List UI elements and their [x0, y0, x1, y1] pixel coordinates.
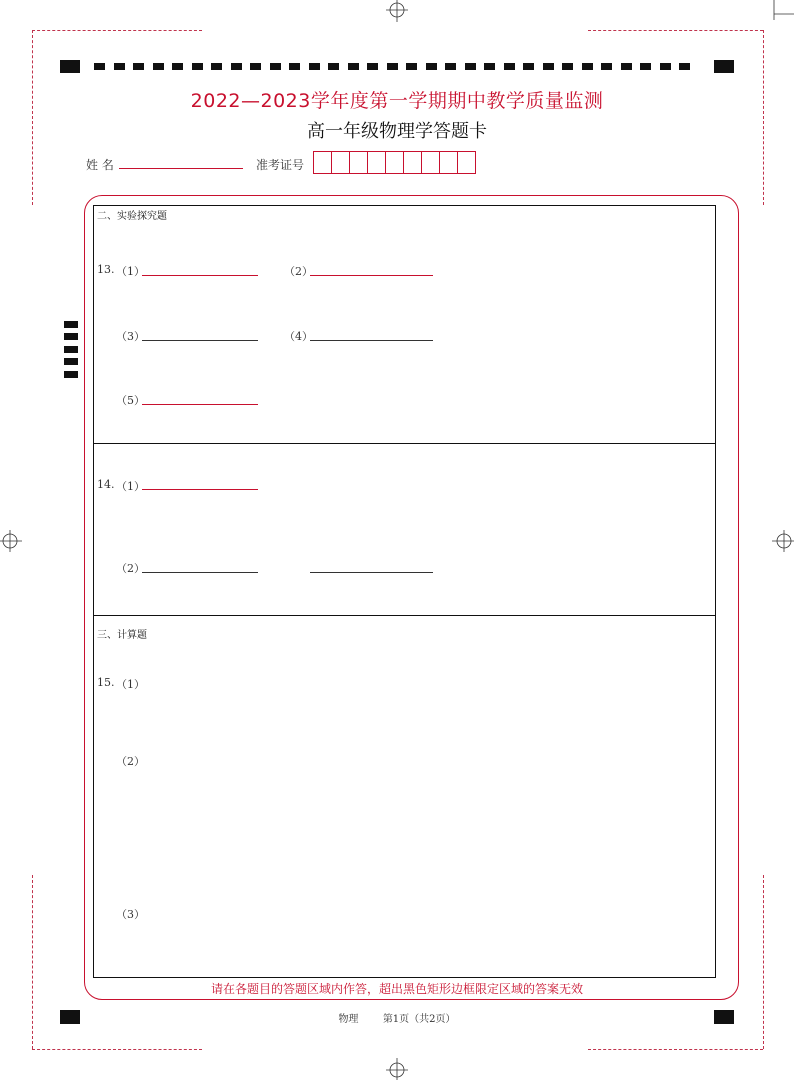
q13-part-3-label: （3）	[116, 330, 145, 343]
timing-mark	[367, 63, 378, 70]
exam-id-cell[interactable]	[421, 151, 440, 174]
timing-mark	[523, 63, 534, 70]
exam-id-cell[interactable]	[457, 151, 476, 174]
q14-part-2-answer-line-a[interactable]	[142, 572, 258, 573]
timing-mark	[250, 63, 261, 70]
q13-part-2-answer-line[interactable]	[310, 275, 433, 276]
divider-q13-q14	[93, 443, 716, 444]
exam-id-cell[interactable]	[313, 151, 332, 174]
timing-mark	[484, 63, 495, 70]
registration-mark-left	[0, 528, 22, 554]
q13-part-4-answer-line[interactable]	[310, 340, 433, 341]
timing-mark	[211, 63, 222, 70]
exam-title: 2022—2023学年度第一学期期中教学质量监测	[190, 90, 604, 112]
q14-part-1-answer-line[interactable]	[142, 489, 258, 490]
q14-part-2-answer-line-b[interactable]	[310, 572, 433, 573]
q14-part-2-label: （2）	[116, 562, 145, 575]
timing-mark	[621, 63, 632, 70]
timing-mark	[192, 63, 203, 70]
timing-mark	[562, 63, 573, 70]
exam-id-cell[interactable]	[331, 151, 350, 174]
q15-part-1-label: （1）	[116, 678, 145, 691]
registration-mark-top	[384, 0, 410, 22]
corner-mark-top-right	[766, 0, 794, 20]
exam-id-cell[interactable]	[349, 151, 368, 174]
timing-mark	[426, 63, 437, 70]
q15-part-3-label: （3）	[116, 908, 145, 921]
timing-mark	[114, 63, 125, 70]
q13-part-2-label: （2）	[284, 265, 313, 278]
corner-anchor-top-left	[60, 60, 80, 73]
q13-part-1-label: （1）	[116, 265, 145, 278]
timing-mark	[231, 63, 242, 70]
timing-mark	[172, 63, 183, 70]
answer-area-warning: 请在各题目的答题区域内作答，超出黑色矩形边框限定区域的答案无效	[210, 982, 583, 996]
timing-mark	[270, 63, 281, 70]
name-field[interactable]	[119, 168, 243, 169]
section-heading-experiment: 二、实验探究题	[97, 211, 167, 222]
registration-mark-bottom	[384, 1058, 410, 1080]
timing-mark	[289, 63, 300, 70]
subject-label: 物理	[338, 1014, 359, 1025]
timing-mark	[94, 63, 105, 70]
timing-mark	[465, 63, 476, 70]
card-subtitle: 高一年级物理学答题卡	[307, 121, 487, 142]
timing-mark	[679, 63, 690, 70]
trim-line-top-left	[32, 30, 202, 31]
name-label: 姓 名	[86, 158, 114, 172]
page-footer	[0, 1010, 794, 1025]
timing-mark	[387, 63, 398, 70]
side-mark	[64, 321, 78, 328]
corner-anchor-top-right	[714, 60, 734, 73]
q14-part-1-label: （1）	[116, 480, 145, 493]
trim-line-bottom-left	[32, 1049, 202, 1050]
side-mark	[64, 333, 78, 340]
timing-mark	[133, 63, 144, 70]
timing-mark	[445, 63, 456, 70]
side-mark	[64, 346, 78, 353]
timing-mark	[582, 63, 593, 70]
exam-id-cell[interactable]	[403, 151, 422, 174]
registration-mark-right	[772, 528, 794, 554]
exam-id-cell[interactable]	[367, 151, 386, 174]
timing-mark	[406, 63, 417, 70]
divider-q14-q15	[93, 615, 716, 616]
side-mark	[64, 371, 78, 378]
trim-line-top-right	[588, 30, 763, 31]
timing-mark	[660, 63, 671, 70]
timing-mark	[504, 63, 515, 70]
page-number: 第1页（共2页）	[382, 1014, 456, 1025]
timing-mark	[153, 63, 164, 70]
exam-id-cell[interactable]	[439, 151, 458, 174]
q13-part-4-label: （4）	[284, 330, 313, 343]
timing-mark	[328, 63, 339, 70]
q13-part-1-answer-line[interactable]	[142, 275, 258, 276]
q13-part-5-label: （5）	[116, 394, 145, 407]
timing-mark	[309, 63, 320, 70]
answer-area-inner-frame	[93, 205, 716, 978]
q13-number: 13.	[97, 263, 115, 276]
q14-number: 14.	[97, 478, 115, 491]
side-mark	[64, 358, 78, 365]
q15-number: 15.	[97, 676, 115, 689]
q15-part-2-label: （2）	[116, 755, 145, 768]
timing-mark	[601, 63, 612, 70]
section-heading-calculation: 三、计算题	[97, 630, 147, 641]
timing-mark	[543, 63, 554, 70]
trim-line-bottom-right	[588, 1049, 763, 1050]
q13-part-3-answer-line[interactable]	[142, 340, 258, 341]
exam-id-label: 准考证号	[256, 158, 305, 172]
q13-part-5-answer-line[interactable]	[142, 404, 258, 405]
exam-id-boxes[interactable]	[313, 151, 475, 174]
exam-id-cell[interactable]	[385, 151, 404, 174]
timing-mark	[640, 63, 651, 70]
timing-mark	[348, 63, 359, 70]
